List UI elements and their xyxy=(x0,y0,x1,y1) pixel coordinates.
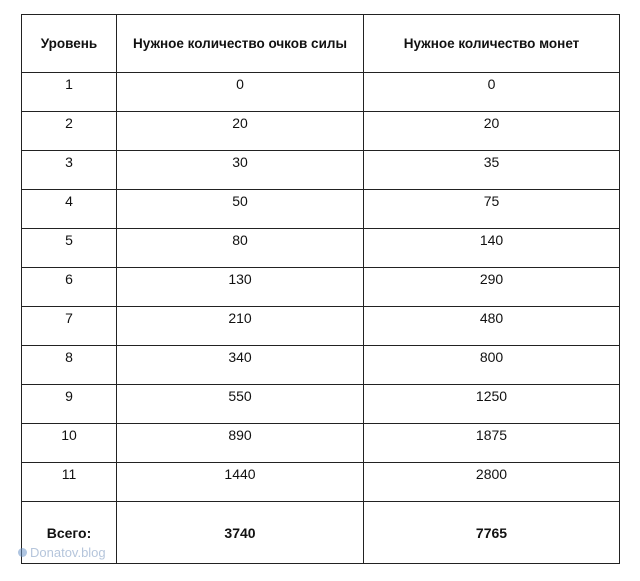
levels-table xyxy=(21,14,620,564)
cell-level: 1 xyxy=(22,73,117,112)
table-row xyxy=(22,385,620,424)
cell-power: 550 xyxy=(117,385,364,424)
cell-coins: 20 xyxy=(364,112,620,151)
header-level: Уровень xyxy=(22,15,117,73)
table-row xyxy=(22,229,620,268)
table-row xyxy=(22,463,620,502)
cell-power: 340 xyxy=(117,346,364,385)
cell-power: 30 xyxy=(117,151,364,190)
cell-power: 50 xyxy=(117,190,364,229)
table-row xyxy=(22,151,620,190)
header-power-points: Нужное количество очков силы xyxy=(117,15,364,73)
table-row xyxy=(22,73,620,112)
total-coins: 7765 xyxy=(364,502,620,564)
watermark-text: Donatov.blog xyxy=(30,545,106,560)
cell-power: 210 xyxy=(117,307,364,346)
cell-coins: 290 xyxy=(364,268,620,307)
cell-level: 10 xyxy=(22,424,117,463)
levels-table-container xyxy=(21,14,619,575)
cell-level: 7 xyxy=(22,307,117,346)
cell-level: 8 xyxy=(22,346,117,385)
cell-level: 4 xyxy=(22,190,117,229)
cell-power: 20 xyxy=(117,112,364,151)
total-label: Всего: xyxy=(22,502,117,564)
cell-power: 130 xyxy=(117,268,364,307)
total-row xyxy=(22,502,620,564)
cell-power: 0 xyxy=(117,73,364,112)
cell-level: 6 xyxy=(22,268,117,307)
table-header-row xyxy=(22,15,620,73)
cell-level: 3 xyxy=(22,151,117,190)
table-row xyxy=(22,268,620,307)
cell-coins: 75 xyxy=(364,190,620,229)
cell-level: 2 xyxy=(22,112,117,151)
table-row xyxy=(22,307,620,346)
header-coins: Нужное количество монет xyxy=(364,15,620,73)
cell-power: 890 xyxy=(117,424,364,463)
table-row xyxy=(22,424,620,463)
cell-coins: 35 xyxy=(364,151,620,190)
cell-level: 5 xyxy=(22,229,117,268)
table-row xyxy=(22,346,620,385)
cell-coins: 1875 xyxy=(364,424,620,463)
cell-coins: 480 xyxy=(364,307,620,346)
total-power: 3740 xyxy=(117,502,364,564)
cell-power: 1440 xyxy=(117,463,364,502)
cell-coins: 140 xyxy=(364,229,620,268)
table-row xyxy=(22,112,620,151)
cell-coins: 2800 xyxy=(364,463,620,502)
table-row xyxy=(22,190,620,229)
cell-power: 80 xyxy=(117,229,364,268)
cell-level: 9 xyxy=(22,385,117,424)
cell-level: 11 xyxy=(22,463,117,502)
cell-coins: 0 xyxy=(364,73,620,112)
cell-coins: 1250 xyxy=(364,385,620,424)
cell-coins: 800 xyxy=(364,346,620,385)
